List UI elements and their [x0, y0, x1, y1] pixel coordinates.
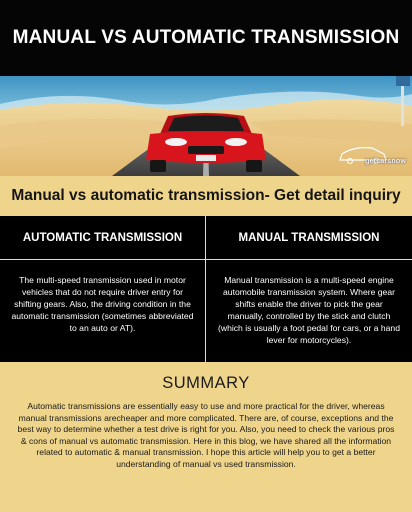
summary-section — [0, 362, 412, 512]
subtitle-banner — [0, 176, 412, 216]
watermark: getcarsnow — [365, 158, 406, 165]
automatic-column — [0, 216, 206, 362]
summary-text: Automatic transmissions are essentially easy to use and more practical for the driver, whereas manual transmissions arecheaper and more complicated. There are, of course, exceptions and the best way to determine whether a test drive is right for you. Also, you need to check the various pros & cons of manual vs automatic transmission. Here in this blog, we have shared all the information related to automatic & manual transmission. I hope this article will help you to get a better understanding of manual vs used transmission. — [17, 401, 395, 469]
comparison-columns — [0, 216, 412, 362]
automatic-description: The multi-speed transmission used in motor vehicles that do not require driver entry for shifting gears. Also, the driving condition in the automatic transmission (sometimes abbreviated to an auto or AT). — [11, 275, 194, 333]
header — [0, 0, 412, 76]
summary-title: SUMMARY — [162, 374, 250, 392]
hero-image — [0, 76, 412, 176]
page-title: MANUAL VS AUTOMATIC TRANSMISSION — [12, 27, 400, 48]
manual-description: Manual transmission is a multi-speed engine automobile transmission system. Where gear shifts enable the driver to pick the gear manually, controlled by the stick and clutch (which is usually a foot pedal for cars, or a hand lever for motorcycles). — [218, 275, 400, 345]
manual-title: MANUAL TRANSMISSION — [206, 216, 412, 260]
subtitle: Manual vs automatic transmission- Get detail inquiry — [11, 187, 401, 204]
car-on-road-illustration — [0, 76, 412, 176]
manual-column — [206, 216, 412, 362]
automatic-title: AUTOMATIC TRANSMISSION — [0, 216, 205, 260]
